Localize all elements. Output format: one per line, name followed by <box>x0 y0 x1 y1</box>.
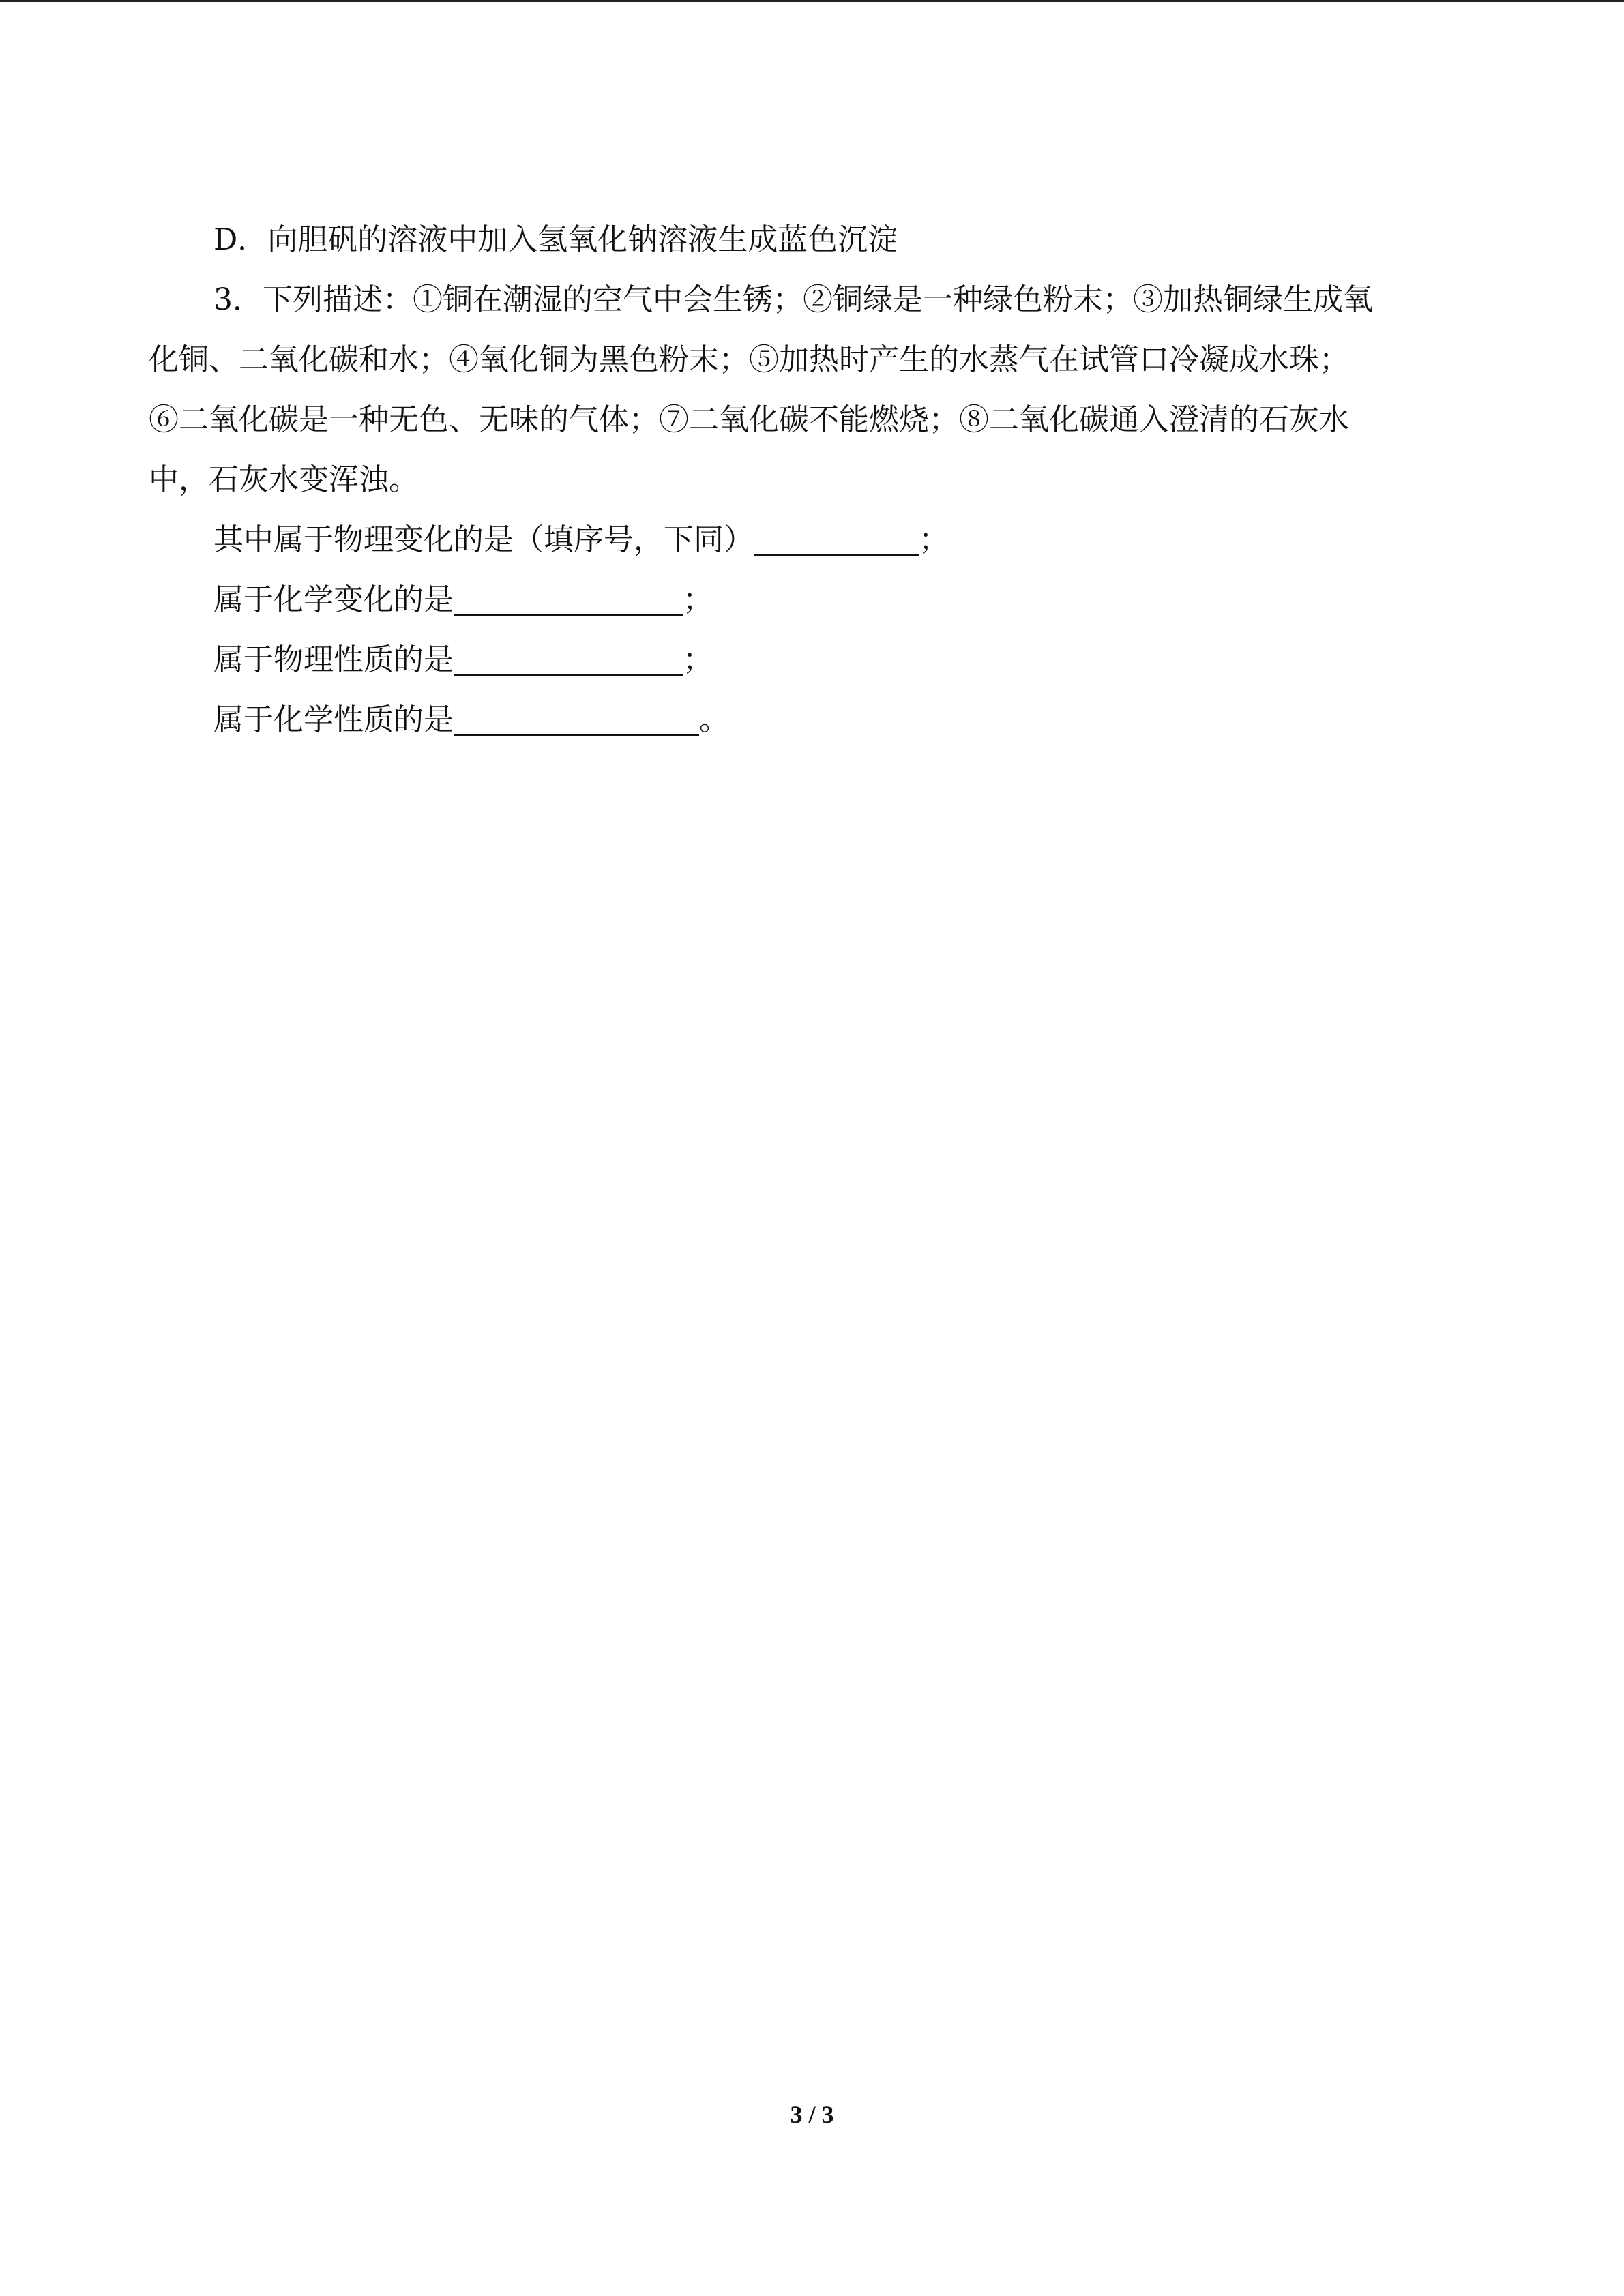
option-d-text: D．向胆矾的溶液中加入氢氧化钠溶液生成蓝色沉淀 <box>213 222 898 257</box>
question-3-line-2: 化铜、二氧化碳和水；④氧化铜为黑色粉末；⑤加热时产生的水蒸气在试管口冷凝成水珠； <box>149 342 1349 377</box>
blank-row-physical-property <box>149 630 1479 690</box>
blank-suffix: ； <box>683 582 713 617</box>
question-3-line-1: 3．下列描述：①铜在潮湿的空气中会生锈；②铜绿是一种绿色粉末；③加热铜绿生成氧 <box>213 282 1373 317</box>
top-border-line <box>0 0 1624 2</box>
blank-prompt: 属于物理性质的是 <box>213 642 454 677</box>
blank-suffix: ； <box>919 522 949 557</box>
blank-prompt: 属于化学变化的是 <box>213 582 454 617</box>
answer-blank[interactable] <box>454 576 683 616</box>
blank-prompt: 其中属于物理变化的是（填序号，下同） <box>213 522 754 557</box>
document-body <box>149 210 1479 750</box>
blank-row-chemical-property <box>149 690 1479 750</box>
blank-suffix: ； <box>683 642 713 677</box>
page-number: 3 / 3 <box>790 2101 834 2128</box>
answer-blank[interactable] <box>454 636 683 676</box>
question-3-line-3: ⑥二氧化碳是一种无色、无味的气体；⑦二氧化碳不能燃烧；⑧二氧化碳通入澄清的石灰水 <box>149 402 1349 437</box>
blank-suffix: 。 <box>699 702 729 737</box>
answer-blank[interactable] <box>754 516 919 556</box>
blank-prompt: 属于化学性质的是 <box>213 702 454 737</box>
blank-row-chemical-change <box>149 570 1479 630</box>
blank-row-physical-change <box>149 510 1479 570</box>
answer-blank[interactable] <box>454 696 699 736</box>
question-3-line-4: 中，石灰水变浑浊。 <box>149 462 419 497</box>
